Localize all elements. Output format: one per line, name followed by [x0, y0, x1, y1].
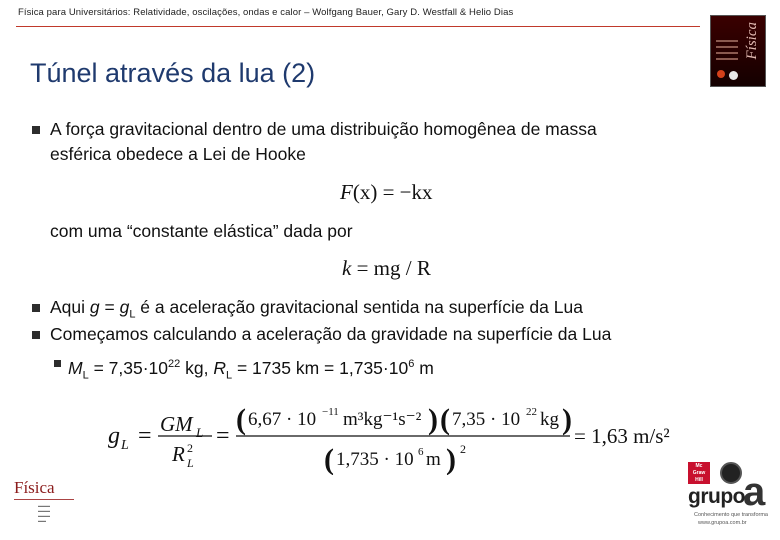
- sub-bullet-icon: [54, 360, 61, 367]
- book-logo-lines: ▬▬▬ ▬▬▬ ▬▬▬ ▬▬: [38, 503, 50, 523]
- bullet-start-calculation: Começamos calculando a aceleração da gravidade na superfície da Lua: [50, 324, 612, 344]
- header-divider: [16, 26, 700, 27]
- moon-values: $M_L = 7,35\cdot 10^{22}$ kg, $R_L = 1735$ km = $1,735\cdot 10^6$ m: [68, 357, 434, 382]
- bullet-icon: [32, 126, 40, 134]
- bullet-surface-gravity: Aqui $g = g_L$ é a aceleração gravitacional sentida na superfície da Lua: [50, 297, 583, 321]
- paragraph-1-line-2: esférica obedece a Lei de Hooke: [50, 144, 306, 164]
- slide-title: Túnel através da lua (2): [30, 58, 316, 88]
- publisher-seal-icon: [720, 462, 742, 484]
- formula-den-left-sub: L: [187, 456, 194, 470]
- formula-g: g: [108, 423, 120, 449]
- formula-R-unit: m: [426, 449, 441, 470]
- book-logo-title: Física: [14, 478, 55, 497]
- formula-R-pow: 2: [460, 442, 466, 456]
- cover-disc-icon: [729, 71, 738, 80]
- book-logo-rule: [14, 499, 74, 500]
- publisher-url: www.grupoa.com.br: [698, 520, 747, 526]
- book-header: Física para Universitários: Relatividade, oscilações, ondas e calor – Wolfgang Bauer, Gary D. Westfall & Helio Dias: [18, 7, 514, 18]
- bullet-icon: [32, 331, 40, 339]
- formula-R-val: 1,735 · 10: [336, 449, 414, 470]
- mcgraw-hill-logo: Mc Graw Hill: [688, 462, 710, 484]
- formula-G-unit: m³kg⁻¹s⁻²: [343, 409, 422, 430]
- grupo-a-letter: a: [743, 470, 766, 514]
- formula-R-exp: 6: [418, 446, 424, 458]
- formula-num-left-sub: L: [196, 425, 204, 440]
- formula-g-sub: L: [121, 438, 129, 453]
- paragraph-1-line-1: A força gravitacional dentro de uma distribuição homogênea de massa: [50, 119, 597, 139]
- formula-den-left: R: [172, 442, 185, 466]
- formula-den-left-sup: 2: [187, 441, 193, 455]
- formula-num-left: GM: [160, 412, 193, 436]
- formula-result: = 1,63 m/s²: [574, 424, 670, 448]
- formula-G-val: 6,67 · 10: [248, 409, 317, 430]
- cover-lines: [716, 40, 738, 64]
- formula-M-exp: 22: [526, 406, 537, 418]
- formula-eq-1: =: [138, 423, 152, 449]
- moon-gravity-formula: [100, 395, 680, 475]
- formula-eq-2: =: [216, 423, 230, 449]
- publisher-tagline: Conhecimento que transforma: [694, 512, 768, 518]
- book-logo: [14, 478, 86, 528]
- book-cover-title: Física: [744, 22, 760, 60]
- formula-G-exp: −11: [322, 406, 339, 418]
- formula-paren-close-3: ): [446, 443, 456, 475]
- hooke-law-equation: F(x) = −kx: [340, 180, 433, 204]
- paragraph-2: com uma “constante elástica” dada por: [50, 221, 353, 241]
- formula-paren-close-2: ): [562, 403, 572, 436]
- publisher-logo: [686, 462, 776, 534]
- cover-dot-icon: [717, 70, 725, 78]
- book-cover-image: [710, 15, 766, 87]
- spring-constant-equation: k = mg / R: [342, 256, 431, 280]
- formula-M-unit: kg: [540, 409, 559, 430]
- formula-paren-open-2: (: [440, 403, 450, 436]
- formula-paren-open-3: (: [324, 443, 334, 475]
- bullet-icon: [32, 304, 40, 312]
- grupo-a-wordmark: grupo: [688, 485, 745, 508]
- formula-paren-close-1: ): [428, 403, 438, 436]
- formula-paren-open-1: (: [236, 403, 246, 436]
- formula-M-val: 7,35 · 10: [452, 409, 521, 430]
